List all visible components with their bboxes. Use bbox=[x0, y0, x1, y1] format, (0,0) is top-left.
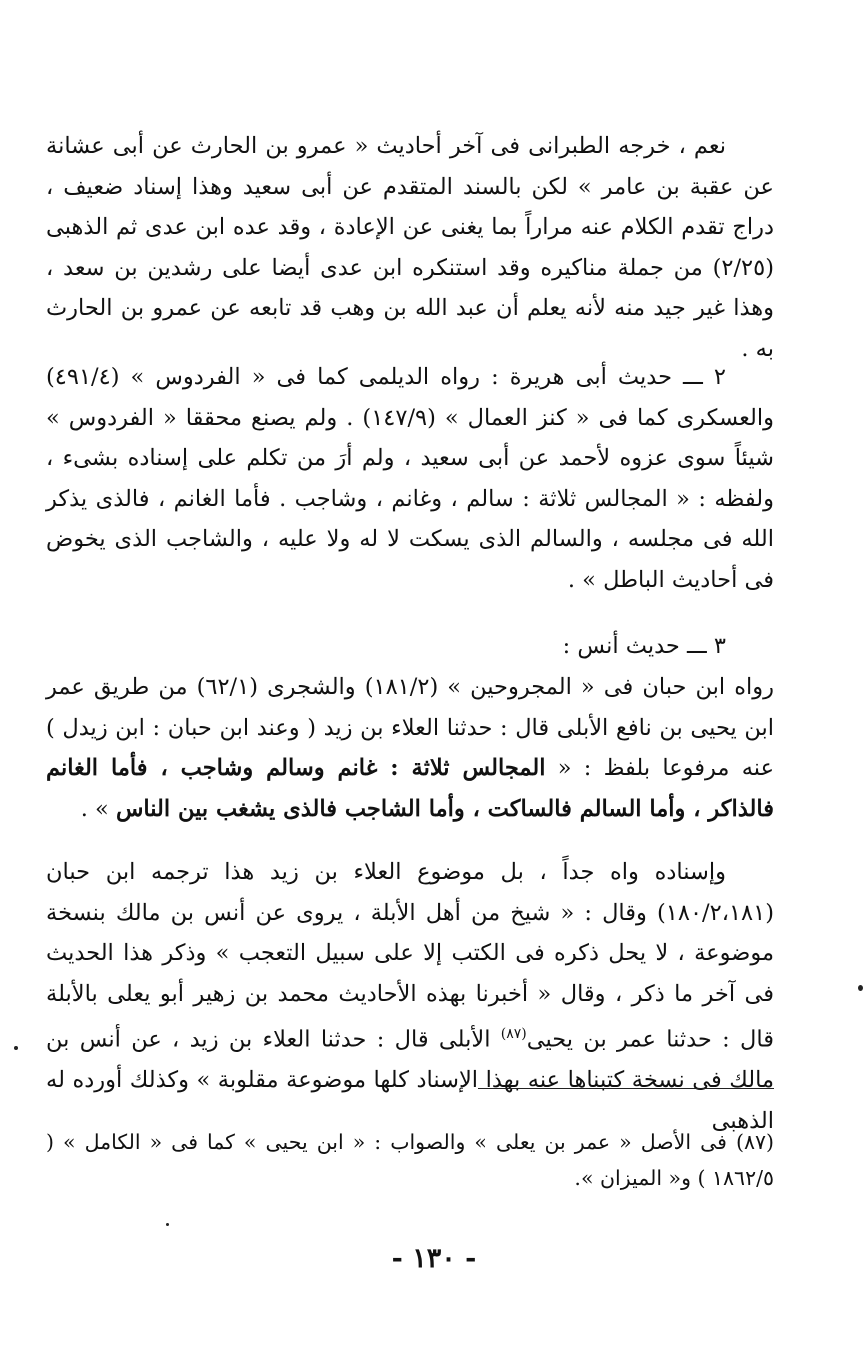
main-text-5 bbox=[46, 852, 774, 1141]
hadith-quote-bold: المجالس ثلاثة : غانم وسالم وشاجب ، فأما الغانم فالذاكر ، وأما السالم فالساكت ، وأما الشاجب فالذى يشغب بين الناس bbox=[46, 755, 774, 822]
paragraph-5-text: وإسناده واه جداً ، بل موضوع العلاء بن زيد هذا ترجمه ابن حبان (١٨٠/٢،١٨١) وقال : « شيخ من أهل الأبلة ، يروى عن أنس بن مالك بنسخة موضوعة ، لا يحل ذكره فى الكتب إلا على سبيل التعجب » وذكر هذا الحديث فى آخر ما ذكر ، وقال « أخبرنا بهذه الأحاديث محمد بن زهير أبو يعلى بالأبلة قال : حدثنا عمر بن يحيى bbox=[46, 859, 774, 1053]
main-text-4 bbox=[46, 667, 774, 829]
speck bbox=[166, 1223, 169, 1226]
paragraph-5-tail: الأبلى قال : حدثنا العلاء بن زيد ، عن أنس بن مالك فى نسخة كتبناها عنه بهذا الإسناد كلها موضوعة مقلوبة » وكذلك أورده له الذهبى bbox=[46, 1026, 774, 1134]
paragraph-4-text: رواه ابن حبان فى « المجروحين » (١٨١/٢) والشجرى (٦٢/١) من طريق عمر ابن يحيى بن نافع الأبلى قال : حدثنا العلاء بن زيد ( وعند ابن حبان : ابن زيدل ) عنه مرفوعا بلفظ : « bbox=[46, 674, 774, 781]
paragraph-2: ٢ ـــ حديث أبى هريرة : رواه الديلمى كما فى « الفردوس » (٤٩١/٤) والعسكرى كما فى « كنز العمال » (١٤٧/٩) . ولم يصنع محققا « الفردوس » شيئاً سوى عزوه لأحمد عن أبى سعيد ، ولم أرَ من تكلم على إسناده بشىء ، ولفظه : « المجالس ثلاثة : سالم ، وغانم ، وشاجب . فأما الغانم ، فالذى يذكر الله فى مجلسه ، والسالم الذى يسكت لا له ولا عليه ، والشاجب الذى يخوض فى أحاديث الباطل » . bbox=[46, 364, 774, 593]
speck bbox=[858, 985, 863, 991]
main-text-2 bbox=[46, 357, 774, 600]
main-text bbox=[46, 126, 774, 369]
footnote bbox=[46, 1124, 774, 1196]
paragraph-4-tail: » . bbox=[80, 795, 116, 822]
footnote-ref: (٨٧) bbox=[500, 1026, 527, 1042]
speck bbox=[14, 1046, 18, 1050]
paragraph-4 bbox=[46, 667, 774, 829]
main-text-3 bbox=[46, 626, 774, 667]
page-number: - ١٣٠ - bbox=[391, 1243, 477, 1274]
paragraph-1: نعم ، خرجه الطبرانى فى آخر أحاديث « عمرو بن الحارث عن أبى عشانة عن عقبة بن عامر » لكن بالسند المتقدم عن أبى سعيد وهذا إسناد ضعيف ، دراج تقدم الكلام عنه مراراً بما يغنى عن الإعادة ، وقد عده ابن عدى ثم الذهبى (٢/٢٥) من جملة مناكيره وقد استنكره ابن عدى أيضا على رشدين بن سعد ، وهذا غير جيد منه لأنه يعلم أن عبد الله بن وهب قد تابعه عن عمرو بن الحارث به . bbox=[46, 133, 774, 362]
footnote-separator bbox=[478, 1088, 774, 1089]
paragraph-5 bbox=[46, 852, 774, 1141]
section-heading: ٣ ـــ حديث أنس : bbox=[562, 633, 726, 659]
footnote-text: (٨٧) فى الأصل « عمر بن يعلى » والصواب : « ابن يحيى » كما فى « الكامل » ( ١٨٦٢/٥ ) و« الميزان ». bbox=[46, 1130, 774, 1190]
